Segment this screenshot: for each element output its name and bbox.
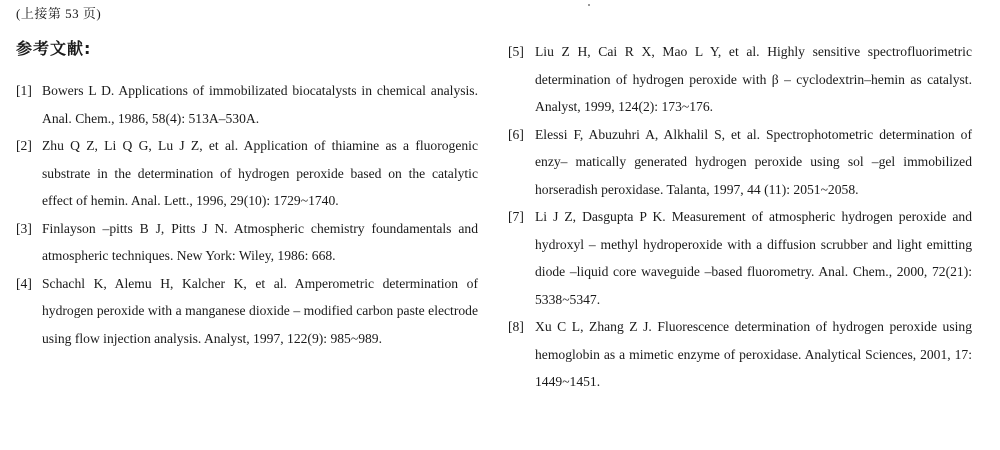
reference-number: [6] [508, 126, 524, 142]
reference-number: [1] [16, 83, 32, 98]
reference-number: [3] [16, 220, 32, 236]
left-column [16, 36, 478, 352]
reference-list-right [508, 38, 972, 396]
reference-text: Liu Z H, Cai R X, Mao L Y, et al. Highly sensitive spectrofluorimetric determination of hydrogen peroxide with β – cyclodextrin–hemin as catalyst. Analyst, 1999, 124(2): 173~176. [535, 44, 972, 114]
reference-item [16, 77, 478, 132]
reference-number: [7] [508, 209, 524, 224]
scan-speck [588, 4, 590, 6]
reference-number: [5] [508, 44, 524, 59]
reference-number: [4] [16, 275, 32, 291]
reference-text: Li J Z, Dasgupta P K. Measurement of atmospheric hydrogen peroxide and hydroxyl – methyl hydroperoxide with a diffusion scrubber and light emitting diode –liquid core waveguide –based fluorometry. Anal. Chem., 2000, 72(21): 5338~5347. [535, 209, 972, 307]
reference-text: Bowers L D. Applications of immobilizated biocatalysts in chemical analysis. Anal. Chem., 1986, 58(4): 513A–530A. [42, 83, 478, 126]
reference-item [508, 121, 972, 204]
reference-number: [2] [16, 138, 32, 153]
references-heading: 参考文献: [16, 39, 92, 58]
reference-item [16, 270, 478, 353]
reference-text: Schachl K, Alemu H, Kalcher K, et al. Amperometric determination of hydrogen peroxide with a manganese dioxide – modified carbon paste electrode using flow injection analysis. Analyst, 1997, 122(9): 985~989. [42, 275, 478, 346]
continued-from-note: (上接第 53 页) [16, 6, 102, 21]
right-column [508, 38, 972, 396]
reference-text: Xu C L, Zhang Z J. Fluorescence determination of hydrogen peroxide using hemoglobin as a mimetic enzyme of peroxidase. Analytical Sciences, 2001, 17: 1449~1451. [535, 319, 972, 389]
reference-number: [8] [508, 319, 524, 334]
reference-text: Finlayson –pitts B J, Pitts J N. Atmospheric chemistry foundamentals and atmospheric techniques. New York: Wiley, 1986: 668. [42, 220, 478, 263]
reference-item [508, 203, 972, 313]
reference-item [508, 38, 972, 121]
reference-item [16, 132, 478, 215]
reference-item [508, 313, 972, 396]
reference-list-left [16, 77, 478, 352]
reference-text: Zhu Q Z, Li Q G, Lu J Z, et al. Application of thiamine as a fluorogenic substrate in the determination of hydrogen peroxide based on the catalytic effect of hemin. Anal. Lett., 1996, 29(10): 1729~1740. [42, 138, 478, 208]
reference-item [16, 215, 478, 270]
reference-text: Elessi F, Abuzuhri A, Alkhalil S, et al. Spectrophotometric determination of enzy– matically generated hydrogen peroxide using sol –gel immobilized horseradish peroxidase. Talanta, 1997, 44 (11): 2051~2058. [535, 126, 972, 197]
